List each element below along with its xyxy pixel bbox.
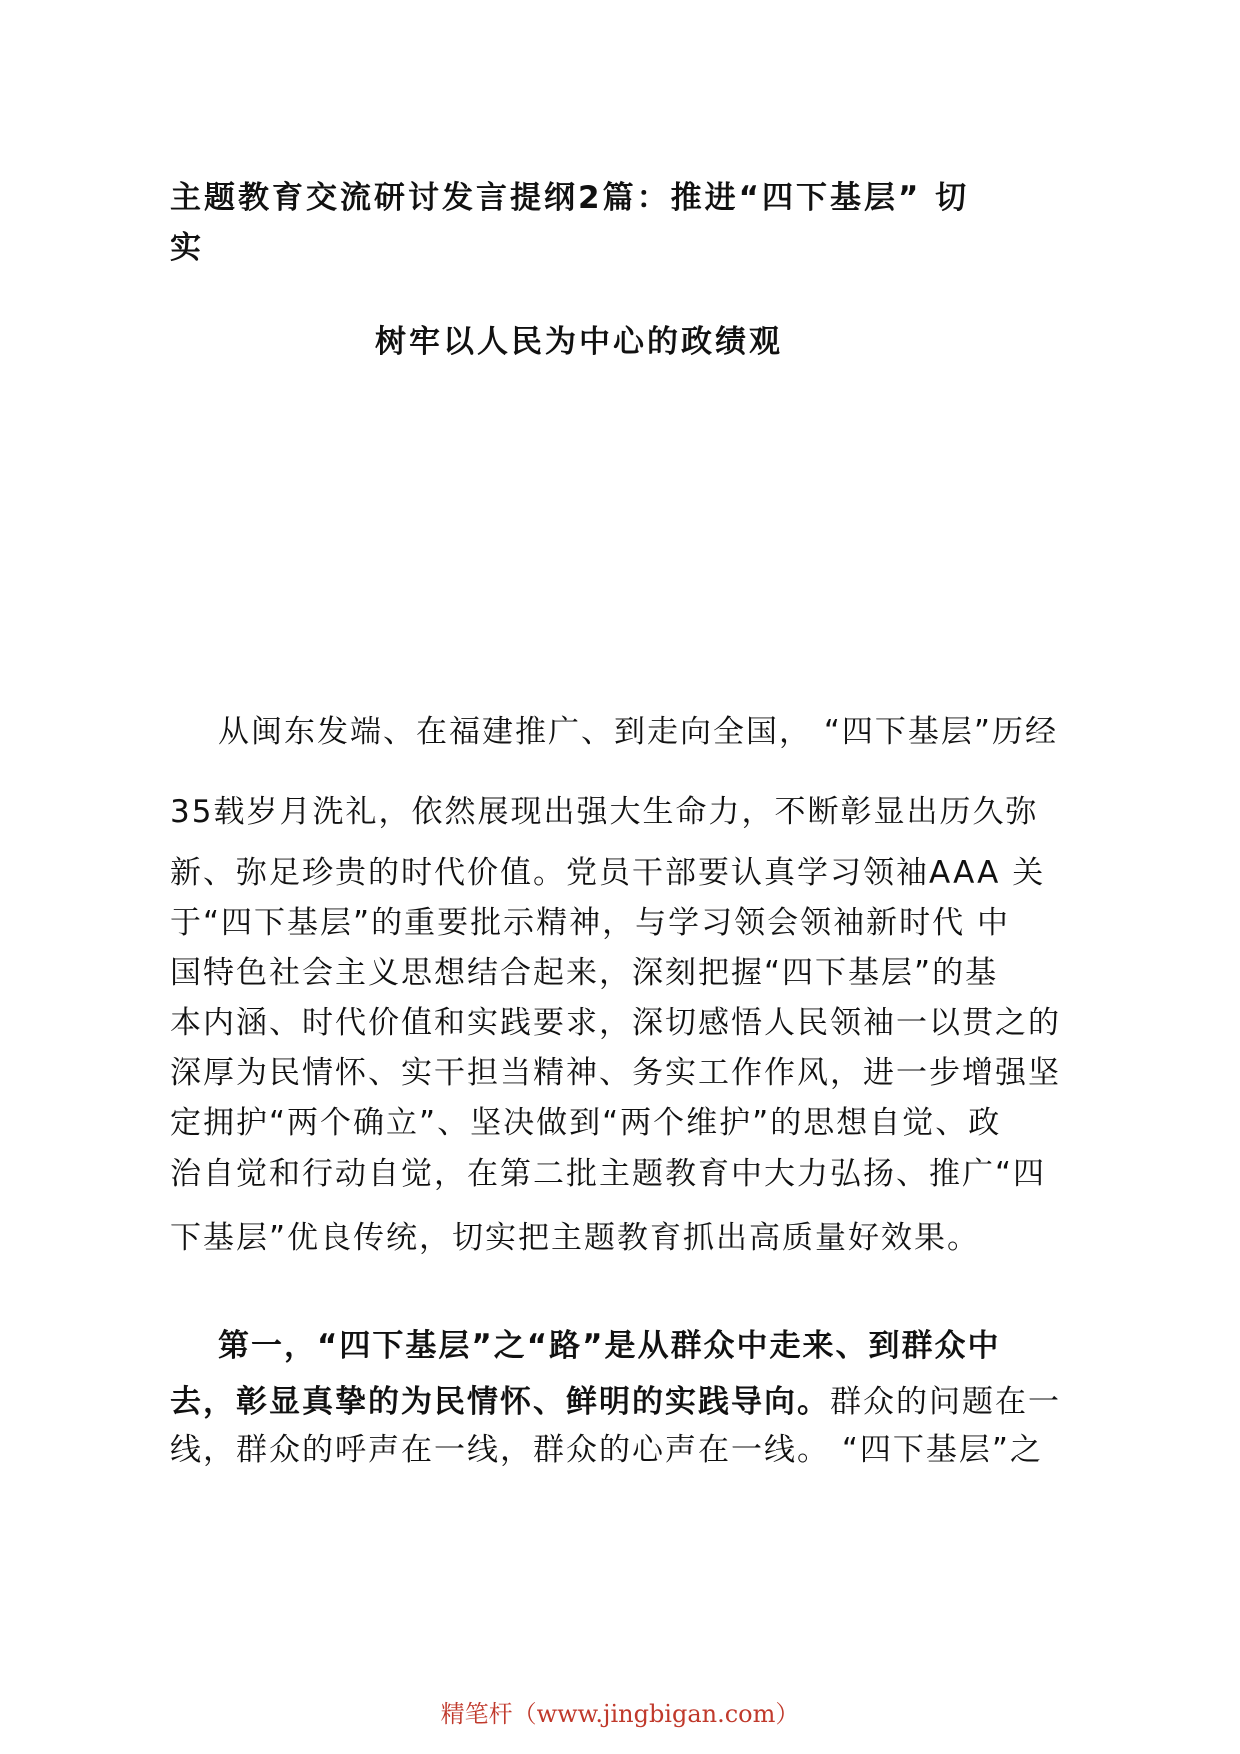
para1-line-3: 新、弥足珍贵的时代价值。党员干部要认真学习领袖AAA 关 (170, 855, 1046, 891)
para1-line-6: 本内涵、时代价值和实践要求，深切感悟人民领袖一以贯之的 (170, 1005, 1061, 1041)
para2-line-2-bold: 去，彰显真挚的为民情怀、鲜明的实践导向。 (170, 1384, 830, 1420)
para2-line-2-rest: 群众的问题在一 (830, 1384, 1061, 1420)
para1-line-10: 下基层”优良传统，切实把主题教育抓出高质量好效果。 (170, 1220, 981, 1256)
para2-line-2 (170, 1382, 1061, 1422)
footer-watermark: 精笔杆（www.jingbigan.com） (440, 1700, 800, 1728)
para2-line-1: 第一，“四下基层”之“路”是从群众中走来、到群众中 (218, 1328, 1001, 1364)
para1-line-9: 治自觉和行动自觉，在第二批主题教育中大力弘扬、推广“四 (170, 1156, 1047, 1192)
para1-line-7: 深厚为民情怀、实干担当精神、务实工作作风，进一步增强坚 (170, 1055, 1061, 1091)
para1-line-5: 国特色社会主义思想结合起来，深刻把握“四下基层”的基 (170, 955, 999, 991)
para1-line-1: 从闽东发端、在福建推广、到走向全国， “四下基层”历经 (218, 714, 1058, 750)
para1-line-2: 35载岁月洗礼，依然展现出强大生命力，不断彰显出历久弥 (170, 794, 1039, 830)
para1-line-8: 定拥护“两个确立”、坚决做到“两个维护”的思想自觉、政 (170, 1105, 1002, 1141)
subtitle: 树牢以人民为中心的政绩观 (375, 324, 783, 360)
title-line-1: 主题教育交流研讨发言提纲2篇：推进“四下基层” 切 (170, 180, 970, 216)
para2-line-3: 线，群众的呼声在一线，群众的心声在一线。 “四下基层”之 (170, 1432, 1043, 1468)
title-line-2: 实 (170, 230, 204, 266)
para1-line-4: 于“四下基层”的重要批示精神，与学习领会领袖新时代 中 (170, 905, 1010, 941)
